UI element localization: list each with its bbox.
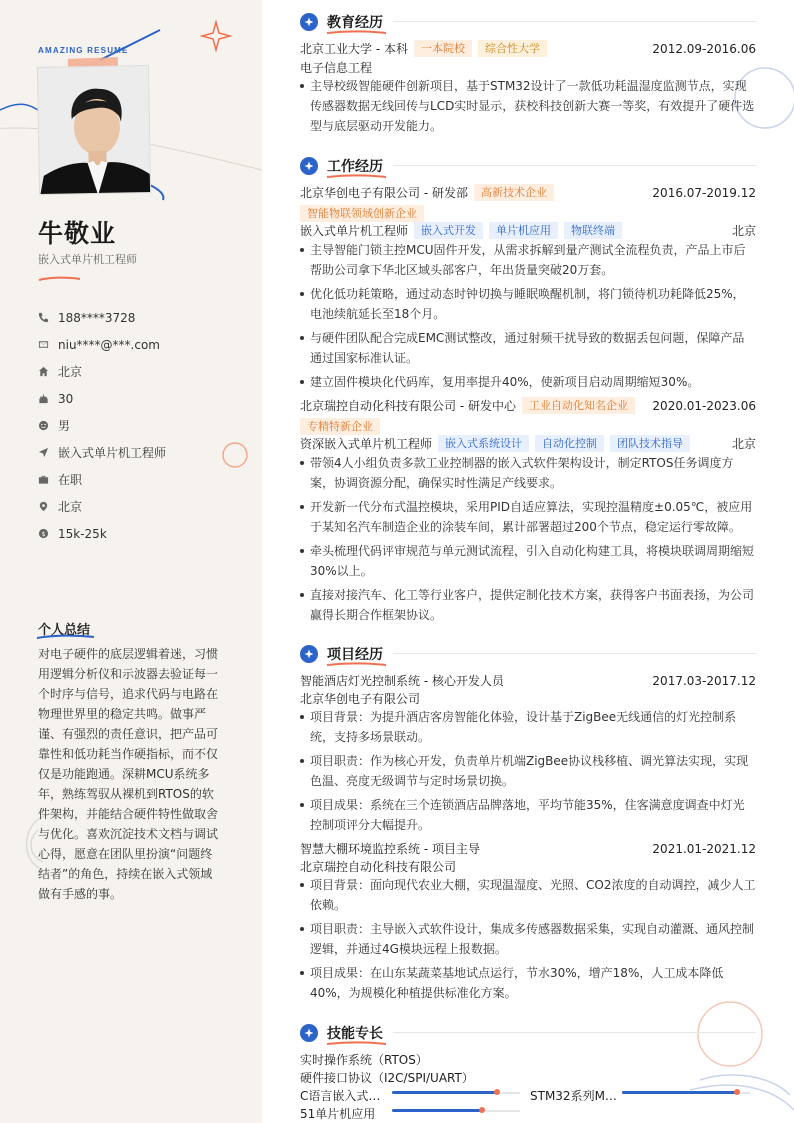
project-company-row (300, 858, 756, 875)
skill-tag: 单片机应用 (489, 222, 558, 239)
contact-home (38, 358, 166, 385)
company-name: 北京华创电子有限公司 - 研发部 (300, 186, 468, 200)
location-icon (38, 501, 49, 512)
project-bullets (300, 875, 756, 1007)
job-position: 资深嵌入式单片机工程师 (300, 437, 433, 451)
project-name: 智能酒店灯光控制系统 - 核心开发人员 (300, 674, 504, 688)
section-education-header (300, 12, 383, 32)
skill-bar-fill (392, 1109, 482, 1112)
contact-phone (38, 304, 166, 331)
section-underline (326, 662, 388, 668)
skill-bar (622, 1092, 750, 1094)
section-divider (393, 653, 756, 654)
summary-title: 个人总结 (38, 623, 91, 638)
contact-age (38, 385, 166, 412)
list-item: 项目背景：为提升酒店客房智能化体验，设计基于ZigBee无线通信的灯光控制系统，支持多场景联动。 (300, 707, 756, 747)
summary-text: 对电子硬件的底层逻辑着迷，习惯用逻辑分析仪和示波器去验证每一个时序与信号，追求代码与电路在物理世界里的稳定共鸣。做事严谨、有强烈的责任意识，把产品可靠性和低功耗当作硬指标，而不仅仅是功能跑通。深耕MCU系统多年，熟练驾驭从裸机到RTOS的软件架构，并能结合硬件特性做取舍与优化。喜欢沉淀技术文档与调试心得，愿意在团队里扮演“问题终结者”的角色，持续在嵌入式领域做有手感的事。 (38, 647, 219, 901)
list-item: 主导智能门锁主控MCU固件开发，从需求拆解到量产测试全流程负责，产品上市后帮助公司拿下华北区域头部客户，年出货量突破20万套。 (300, 240, 756, 280)
sidebar (0, 0, 262, 1123)
skill-tag: 自动化控制 (535, 435, 604, 452)
section-divider (393, 21, 756, 22)
skill-bar-label: C语言嵌入式… (300, 1089, 381, 1103)
education-major (300, 59, 756, 76)
list-item: 开发新一代分布式温控模块，采用PID自适应算法，实现控温精度±0.05℃，被应用于某知名汽车制造企业的涂装车间，累计部署超过200个节点，稳定运行零故障。 (300, 497, 756, 537)
list-item: 项目职责：主导嵌入式软件设计，集成多传感器数据采集，实现自动灌溉、通风控制逻辑，并通过4G模块远程上报数据。 (300, 919, 756, 959)
job-city: 北京 (731, 224, 756, 238)
contact-position-text: 嵌入式单片机工程师 (58, 446, 167, 460)
project-date: 2017.03-2017.12 (652, 673, 756, 688)
skill-tag: 嵌入式开发 (414, 222, 483, 239)
skill-bar-dot (494, 1089, 500, 1095)
skill-bar-dot (479, 1107, 485, 1113)
list-item: 主导校级智能硬件创新项目，基于STM32设计了一款低功耗温湿度监测节点，实现传感器数据无线回传与LCD实时显示，获校科技创新大赛一等奖，有效提升了硬件选型与底层驱动开发能力。 (300, 76, 756, 136)
skill-tag: 嵌入式系统设计 (438, 435, 529, 452)
mail-icon (38, 339, 49, 350)
brand-label: AMAZING RESUME (38, 46, 129, 55)
section-icon (300, 157, 318, 175)
contact-age-text: 30 (58, 391, 74, 406)
contact-position (38, 439, 166, 466)
star-decoration-icon (200, 20, 232, 52)
list-item: 建立固件模块化代码库，复用率提升40%，使新项目启动周期缩短30%。 (300, 372, 756, 392)
gender-icon (38, 420, 49, 431)
education-tag: 综合性大学 (478, 40, 547, 57)
list-item: 优化低功耗策略，通过动态时钟切换与睡眠唤醒机制，将门锁待机功耗降低25%，电池续航延长至18个月。 (300, 284, 756, 324)
candidate-title: 嵌入式单片机工程师 (38, 253, 137, 266)
contact-location-text: 北京 (58, 500, 83, 514)
skill-bar (392, 1092, 520, 1094)
project-company: 北京华创电子有限公司 (300, 692, 421, 706)
section-title: 教育经历 (327, 15, 383, 31)
send-icon (38, 447, 49, 458)
skill-bar (392, 1110, 520, 1112)
section-title: 工作经历 (327, 159, 383, 175)
project-date: 2021.01-2021.12 (652, 841, 756, 856)
company-tag: 智能物联领域创新企业 (300, 205, 424, 222)
skill-tag: 物联终端 (564, 222, 622, 239)
contact-location (38, 493, 166, 520)
job-date: 2016.07-2019.12 (652, 185, 756, 200)
contact-status (38, 466, 166, 493)
job-tag-row (300, 205, 756, 222)
section-underline (326, 30, 388, 36)
skill-bar-label: STM32系列M… (530, 1089, 617, 1103)
company-tag: 高新技术企业 (474, 184, 554, 201)
avatar (38, 66, 150, 194)
section-divider (393, 165, 756, 166)
job-position-row (300, 222, 756, 239)
project-name: 智慧大棚环境监控系统 - 项目主导 (300, 842, 480, 856)
skill-item: 硬件接口协议（I2C/SPI/UART） (300, 1071, 474, 1085)
skill-bar-label: 51单片机应用 (300, 1107, 376, 1121)
section-icon (300, 645, 318, 663)
list-item: 与硬件团队配合完成EMC测试整改，通过射频干扰导致的数据丢包问题，保障产品通过国家标准认证。 (300, 328, 756, 368)
contact-list (38, 304, 166, 547)
decorative-swoosh (680, 1000, 794, 1123)
candidate-name: 牛敬业 (38, 219, 117, 248)
company-tag: 工业自动化知名企业 (522, 397, 635, 414)
education-row (300, 40, 756, 57)
list-item: 项目职责：作为核心开发，负责单片机端ZigBee协议栈移植、调光算法实现，实现色温、亮度无级调节与定时场景切换。 (300, 751, 756, 791)
money-icon (38, 528, 49, 539)
company-name: 北京瑞控自动化科技有限公司 - 研发中心 (300, 399, 516, 413)
contact-status-text: 在职 (58, 473, 83, 487)
home-icon (38, 366, 49, 377)
job-tag-row (300, 418, 756, 435)
job-position-row (300, 435, 756, 452)
contact-salary (38, 520, 166, 547)
project-company-row (300, 690, 756, 707)
contact-phone-text: 188****3728 (58, 310, 136, 325)
job-header (300, 184, 756, 201)
education-tag: 一本院校 (414, 40, 472, 57)
contact-salary-text: 15k-25k (58, 526, 107, 541)
project-company: 北京瑞控自动化科技有限公司 (300, 860, 457, 874)
section-title: 项目经历 (327, 647, 383, 663)
cake-icon (38, 393, 49, 404)
briefcase-icon (38, 474, 49, 485)
education-bullets (300, 76, 756, 140)
list-item: 项目成果：系统在三个连锁酒店品牌落地，平均节能35%，住客满意度调查中灯光控制项评分大幅提升。 (300, 795, 756, 835)
job-city: 北京 (731, 437, 756, 451)
phone-icon (38, 312, 49, 323)
section-underline (326, 174, 388, 180)
project-header (300, 672, 756, 689)
project-bullets (300, 707, 756, 839)
name-underline (38, 276, 82, 282)
summary-underline (36, 634, 96, 640)
major-text: 电子信息工程 (300, 61, 373, 75)
section-underline (326, 1041, 388, 1047)
svg-text:$: $ (41, 529, 46, 538)
section-work-header (300, 156, 383, 176)
list-item: 项目背景：面向现代农业大棚，实现温湿度、光照、CO2浓度的自动调控，减少人工依赖。 (300, 875, 756, 915)
school-name: 北京工业大学 - 本科 (300, 42, 408, 56)
skill-tag: 团队技术指导 (610, 435, 690, 452)
skill-item: 实时操作系统（RTOS） (300, 1053, 428, 1067)
section-icon (300, 13, 318, 31)
contact-gender-text: 男 (58, 419, 71, 433)
section-projects-header (300, 644, 383, 664)
education-date: 2012.09-2016.06 (652, 41, 756, 56)
list-item: 直接对接汽车、化工等行业客户，提供定制化技术方案，获得客户书面表扬，为公司赢得长期合作框架协议。 (300, 585, 756, 625)
contact-email-text: niu****@***.com (58, 337, 160, 352)
section-divider (393, 1032, 756, 1033)
skill-bar-fill (622, 1091, 737, 1094)
section-title: 技能专长 (327, 1026, 383, 1042)
decorative-circle (220, 440, 250, 470)
section-icon (300, 1024, 318, 1042)
skill-bar-fill (392, 1091, 497, 1094)
list-item: 牵头梳理代码评审规范与单元测试流程，引入自动化构建工具，将模块联调周期缩短30%以上。 (300, 541, 756, 581)
list-item: 项目成果：在山东某蔬菜基地试点运行，节水30%，增产18%，人工成本降低40%，为规模化种植提供标准化方案。 (300, 963, 756, 1003)
list-item: 带领4人小组负责多款工业控制器的嵌入式软件架构设计，制定RTOS任务调度方案，协调资源分配，确保实时性满足产线要求。 (300, 453, 756, 493)
job-date: 2020.01-2023.06 (652, 398, 756, 413)
job-bullets (300, 240, 756, 396)
job-header (300, 397, 756, 414)
contact-email (38, 331, 166, 358)
company-tag: 专精特新企业 (300, 418, 380, 435)
job-bullets (300, 453, 756, 629)
avatar-photo (37, 65, 151, 195)
contact-gender (38, 412, 166, 439)
contact-home-text: 北京 (58, 365, 83, 379)
project-header (300, 840, 756, 857)
section-skills-header (300, 1023, 383, 1043)
job-position: 嵌入式单片机工程师 (300, 224, 409, 238)
